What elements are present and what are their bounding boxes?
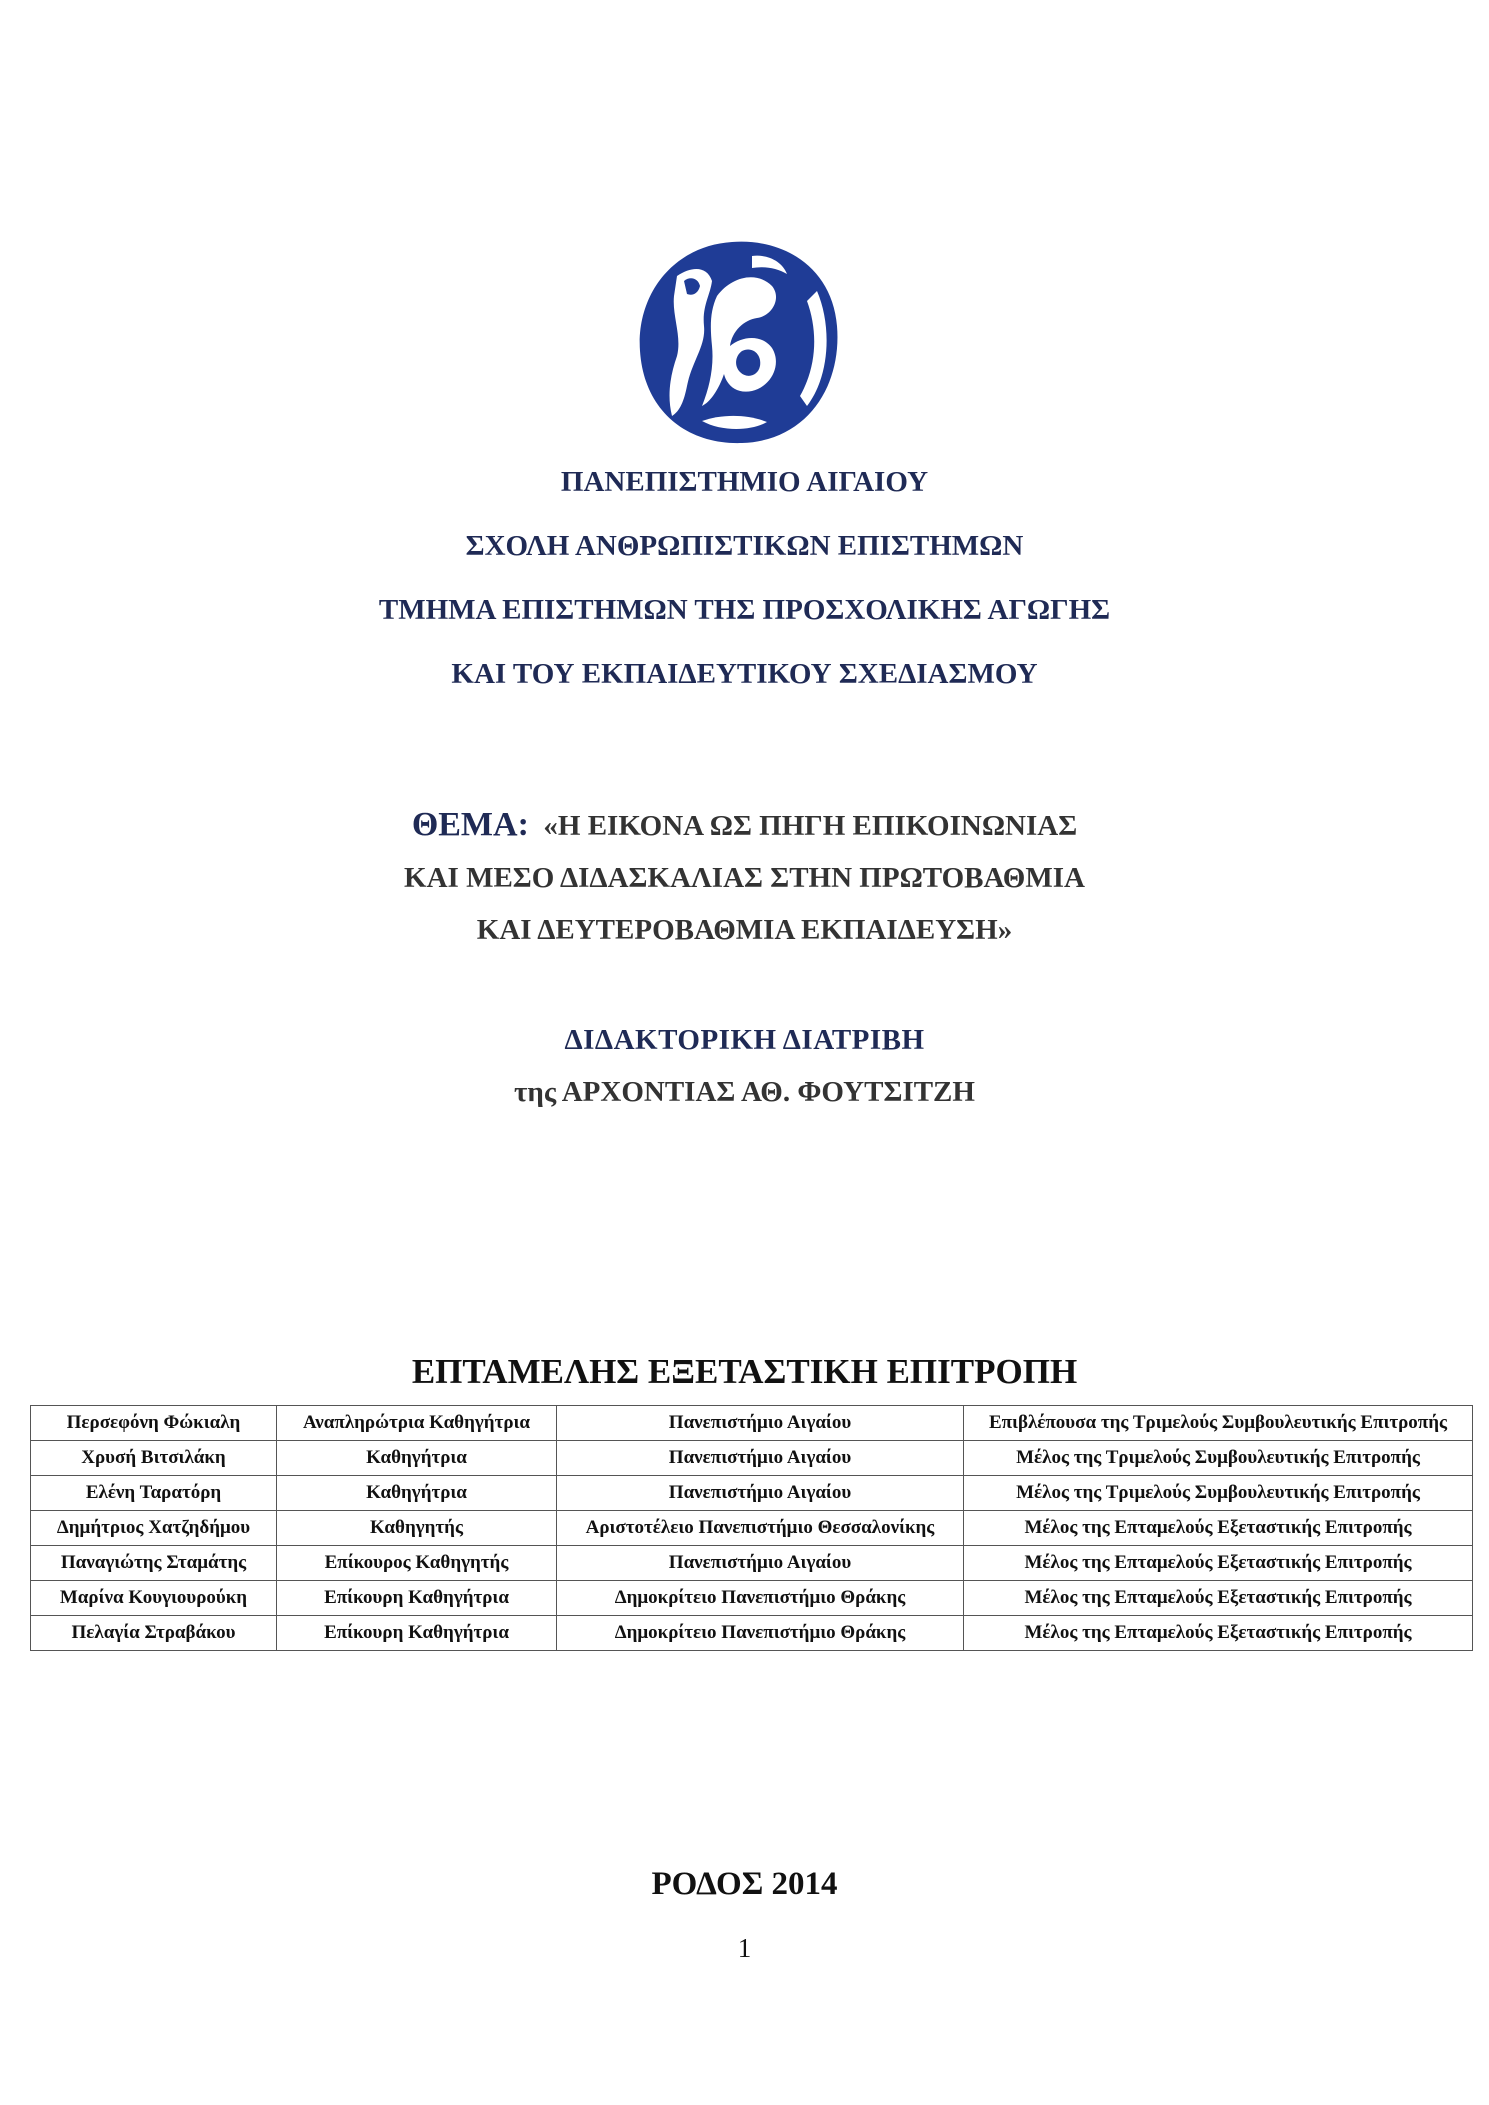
member-role: Επιβλέπουσα της Τριμελούς Συμβουλευτικής Επιτροπής xyxy=(964,1406,1473,1441)
thesis-type: ΔΙΔΑΚΤΟΡΙΚΗ ΔΙΑΤΡΙΒΗ xyxy=(564,1024,925,1056)
member-name: Πελαγία Στραβάκου xyxy=(31,1616,277,1651)
member-institution: Πανεπιστήμιο Αιγαίου xyxy=(557,1441,964,1476)
member-rank: Καθηγήτρια xyxy=(277,1476,557,1511)
table-row xyxy=(31,1406,1473,1441)
theme-title-line1: «Η ΕΙΚΟΝΑ ΩΣ ΠΗΓΗ ΕΠΙΚΟΙΝΩΝΙΑΣ xyxy=(543,810,1078,842)
table-row xyxy=(31,1511,1473,1546)
theme-label: ΘΕΜΑ: xyxy=(411,806,529,843)
department-name-line2: ΚΑΙ ΤΟΥ ΕΚΠΑΙΔΕΥΤΙΚΟΥ ΣΧΕΔΙΑΣΜΟΥ xyxy=(451,658,1038,690)
department-name-line1: ΤΜΗΜΑ ΕΠΙΣΤΗΜΩΝ ΤΗΣ ΠΡΟΣΧΟΛΙΚΗΣ ΑΓΩΓΗΣ xyxy=(378,594,1111,626)
member-institution: Πανεπιστήμιο Αιγαίου xyxy=(557,1406,964,1441)
member-role: Μέλος της Τριμελούς Συμβουλευτικής Επιτροπής xyxy=(964,1476,1473,1511)
theme-title-line3: ΚΑΙ ΔΕΥΤΕΡΟΒΑΘΜΙΑ ΕΚΠΑΙΔΕΥΣΗ» xyxy=(476,914,1013,946)
school-name: ΣΧΟΛΗ ΑΝΘΡΩΠΙΣΤΙΚΩΝ ΕΠΙΣΤΗΜΩΝ xyxy=(465,530,1024,562)
table-row xyxy=(31,1441,1473,1476)
member-name: Δημήτριος Χατζηδήμου xyxy=(31,1511,277,1546)
member-rank: Επίκουρη Καθηγήτρια xyxy=(277,1581,557,1616)
member-role: Μέλος της Επταμελούς Εξεταστικής Επιτροπής xyxy=(964,1616,1473,1651)
member-rank: Επίκουρη Καθηγήτρια xyxy=(277,1616,557,1651)
place-year: ΡΟΔΟΣ 2014 xyxy=(651,1866,838,1902)
theme-line1 xyxy=(0,806,1489,844)
member-institution: Δημοκρίτειο Πανεπιστήμιο Θράκης xyxy=(557,1616,964,1651)
member-role: Μέλος της Επταμελούς Εξεταστικής Επιτροπής xyxy=(964,1511,1473,1546)
member-name: Ελένη Ταρατόρη xyxy=(31,1476,277,1511)
theme-title-line2: ΚΑΙ ΜΕΣΟ ΔΙΔΑΣΚΑΛΙΑΣ ΣΤΗΝ ΠΡΩΤΟΒΑΘΜΙΑ xyxy=(404,862,1085,894)
member-role: Μέλος της Τριμελούς Συμβουλευτικής Επιτροπής xyxy=(964,1441,1473,1476)
member-role: Μέλος της Επταμελούς Εξεταστικής Επιτροπής xyxy=(964,1581,1473,1616)
committee-title: ΕΠΤΑΜΕΛΗΣ ΕΞΕΤΑΣΤΙΚΗ ΕΠΙΤΡΟΠΗ xyxy=(411,1352,1078,1391)
member-rank: Επίκουρος Καθηγητής xyxy=(277,1546,557,1581)
page-number: 1 xyxy=(737,1933,752,1963)
table-row xyxy=(31,1616,1473,1651)
member-rank: Αναπληρώτρια Καθηγήτρια xyxy=(277,1406,557,1441)
member-institution: Αριστοτέλειο Πανεπιστήμιο Θεσσαλονίκης xyxy=(557,1511,964,1546)
member-rank: Καθηγητής xyxy=(277,1511,557,1546)
university-name: ΠΑΝΕΠΙΣΤΗΜΙΟ ΑΙΓΑΙΟΥ xyxy=(560,466,929,498)
committee-table xyxy=(30,1405,1473,1651)
university-seal-icon xyxy=(632,236,844,448)
member-institution: Δημοκρίτειο Πανεπιστήμιο Θράκης xyxy=(557,1581,964,1616)
table-row xyxy=(31,1476,1473,1511)
member-name: Περσεφόνη Φώκιαλη xyxy=(31,1406,277,1441)
member-institution: Πανεπιστήμιο Αιγαίου xyxy=(557,1546,964,1581)
member-name: Μαρίνα Κουγιουρούκη xyxy=(31,1581,277,1616)
member-name: Χρυσή Βιτσιλάκη xyxy=(31,1441,277,1476)
member-institution: Πανεπιστήμιο Αιγαίου xyxy=(557,1476,964,1511)
table-row xyxy=(31,1546,1473,1581)
thesis-author: της ΑΡΧΟΝΤΙΑΣ ΑΘ. ΦΟΥΤΣΙΤΖΗ xyxy=(514,1076,975,1108)
member-name: Παναγιώτης Σταμάτης xyxy=(31,1546,277,1581)
member-role: Μέλος της Επταμελούς Εξεταστικής Επιτροπής xyxy=(964,1546,1473,1581)
table-row xyxy=(31,1581,1473,1616)
member-rank: Καθηγήτρια xyxy=(277,1441,557,1476)
